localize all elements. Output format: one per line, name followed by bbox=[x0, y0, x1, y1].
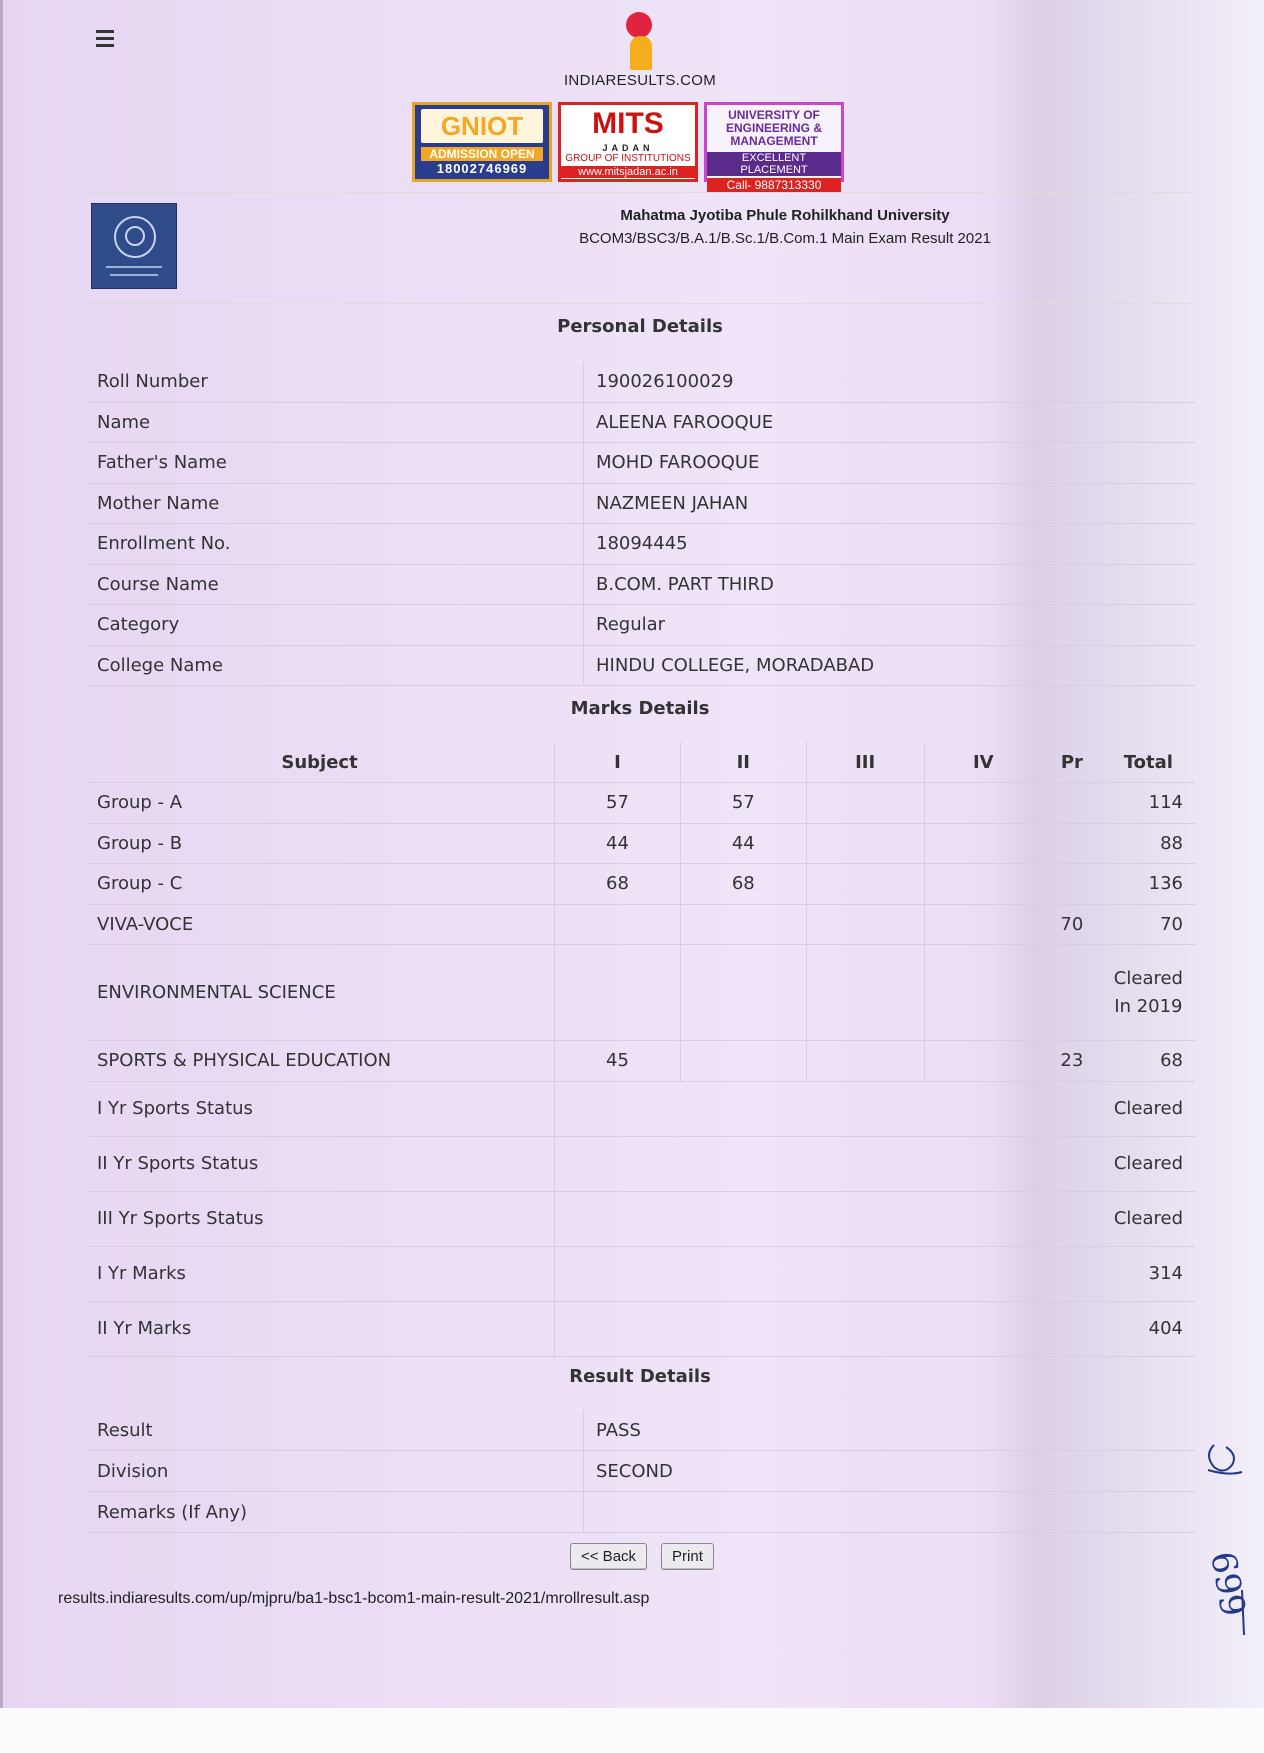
status-value: Cleared bbox=[1102, 1191, 1195, 1246]
status-label: I Yr Marks bbox=[85, 1246, 555, 1301]
status-spacer bbox=[555, 1246, 1102, 1301]
mark-iii bbox=[806, 945, 924, 1041]
status-label: I Yr Sports Status bbox=[85, 1081, 555, 1136]
mark-iii bbox=[806, 904, 924, 945]
exam-title: BCOM3/BSC3/B.A.1/B.Sc.1/B.Com.1 Main Exam Result 2021 bbox=[579, 230, 991, 247]
table-row bbox=[85, 443, 1195, 484]
ad-mits-place: JADAN bbox=[602, 143, 654, 153]
mark-iv bbox=[924, 864, 1042, 905]
table-row bbox=[85, 783, 1195, 824]
mark-iv bbox=[924, 945, 1042, 1041]
category-value: Regular bbox=[584, 605, 1196, 646]
mark-total: Cleared In 2019 bbox=[1102, 945, 1195, 1041]
mark-ii bbox=[680, 904, 806, 945]
table-row bbox=[85, 1136, 1195, 1191]
personal-details-title: Personal Details bbox=[557, 316, 723, 337]
indiaresults-logo[interactable] bbox=[560, 8, 720, 89]
enrollment-value: 18094445 bbox=[584, 524, 1196, 565]
mark-ii: 68 bbox=[680, 864, 806, 905]
mark-iii bbox=[806, 864, 924, 905]
scan-edge bbox=[0, 0, 3, 1708]
table-row bbox=[85, 564, 1195, 605]
status-label: III Yr Sports Status bbox=[85, 1191, 555, 1246]
mother-name-label: Mother Name bbox=[85, 483, 584, 524]
brand-name: INDIARESULTS.COM bbox=[563, 72, 717, 89]
table-row bbox=[85, 945, 1195, 1041]
ad-uem[interactable] bbox=[704, 102, 844, 192]
result-value: PASS bbox=[584, 1410, 1196, 1451]
col-subject: Subject bbox=[85, 742, 555, 783]
category-label: Category bbox=[85, 605, 584, 646]
print-button[interactable]: Print bbox=[661, 1543, 714, 1570]
col-ii: II bbox=[680, 742, 806, 783]
roll-number-value: 190026100029 bbox=[584, 362, 1196, 402]
table-row bbox=[85, 1492, 1195, 1533]
personal-details-table bbox=[85, 362, 1195, 686]
status-spacer bbox=[555, 1081, 1102, 1136]
status-label: II Yr Marks bbox=[85, 1301, 555, 1356]
ad-banner-row bbox=[412, 102, 844, 192]
table-row bbox=[85, 605, 1195, 646]
remarks-value bbox=[584, 1492, 1196, 1533]
subject-cell: Group - B bbox=[85, 823, 555, 864]
table-row bbox=[85, 1081, 1195, 1136]
status-label: II Yr Sports Status bbox=[85, 1136, 555, 1191]
status-spacer bbox=[555, 1191, 1102, 1246]
subject-cell: SPORTS & PHYSICAL EDUCATION bbox=[85, 1041, 555, 1082]
course-name-label: Course Name bbox=[85, 564, 584, 605]
col-total: Total bbox=[1102, 742, 1195, 783]
marks-details-table bbox=[85, 742, 1195, 1357]
subject-cell: ENVIRONMENTAL SCIENCE bbox=[85, 945, 555, 1041]
roll-number-label: Roll Number bbox=[85, 362, 584, 402]
ad-mits-group: GROUP OF INSTITUTIONS bbox=[565, 153, 691, 164]
annotation-number: 699 bbox=[1202, 1548, 1253, 1620]
mark-i: 68 bbox=[555, 864, 681, 905]
father-name-label: Father's Name bbox=[85, 443, 584, 484]
table-row bbox=[85, 864, 1195, 905]
mark-total: 70 bbox=[1102, 904, 1195, 945]
status-value: Cleared bbox=[1102, 1081, 1195, 1136]
university-name: Mahatma Jyotiba Phule Rohilkhand University bbox=[620, 207, 950, 224]
mark-iv bbox=[924, 823, 1042, 864]
mark-i: 57 bbox=[555, 783, 681, 824]
result-label: Result bbox=[85, 1410, 584, 1451]
ad-mits-name: MITS bbox=[592, 107, 664, 140]
status-spacer bbox=[555, 1136, 1102, 1191]
ad-uem-name: UNIVERSITY OF ENGINEERING & MANAGEMENT bbox=[725, 108, 822, 148]
mark-iii bbox=[806, 823, 924, 864]
college-name-label: College Name bbox=[85, 645, 584, 686]
indiaresults-mark-icon bbox=[620, 8, 660, 68]
mark-pr bbox=[1042, 823, 1102, 864]
table-row bbox=[85, 1191, 1195, 1246]
page-url: results.indiaresults.com/up/mjpru/ba1-bsc1-bcom1-main-result-2021/mrollresult.asp bbox=[58, 1590, 650, 1607]
mark-pr bbox=[1042, 945, 1102, 1041]
father-name-value: MOHD FAROOQUE bbox=[584, 443, 1196, 484]
status-value: 314 bbox=[1102, 1246, 1195, 1301]
name-value: ALEENA FAROOQUE bbox=[584, 402, 1196, 443]
ad-mits-url: www.mitsjadan.ac.in bbox=[561, 166, 695, 178]
mark-ii bbox=[680, 1041, 806, 1082]
result-details-title: Result Details bbox=[569, 1366, 711, 1387]
table-row bbox=[85, 823, 1195, 864]
col-iv: IV bbox=[924, 742, 1042, 783]
page-margin bbox=[0, 1708, 1264, 1753]
mark-ii: 57 bbox=[680, 783, 806, 824]
marks-details-title: Marks Details bbox=[570, 698, 710, 719]
mother-name-value: NAZMEEN JAHAN bbox=[584, 483, 1196, 524]
table-row bbox=[85, 1301, 1195, 1356]
mark-pr bbox=[1042, 783, 1102, 824]
mark-i: 44 bbox=[555, 823, 681, 864]
subject-cell: VIVA-VOCE bbox=[85, 904, 555, 945]
university-emblem-icon bbox=[91, 203, 177, 289]
mark-ii bbox=[680, 945, 806, 1041]
mark-pr: 70 bbox=[1042, 904, 1102, 945]
table-row bbox=[85, 904, 1195, 945]
table-row bbox=[85, 1451, 1195, 1492]
mark-iv bbox=[924, 904, 1042, 945]
mark-pr bbox=[1042, 864, 1102, 905]
course-name-value: B.COM. PART THIRD bbox=[584, 564, 1196, 605]
hamburger-menu-icon[interactable] bbox=[96, 30, 114, 51]
university-header bbox=[85, 192, 1195, 304]
ad-gniot-admission: ADMISSION OPEN bbox=[421, 147, 543, 161]
mark-total: 68 bbox=[1102, 1041, 1195, 1082]
mark-i: 45 bbox=[555, 1041, 681, 1082]
mark-total: 136 bbox=[1102, 864, 1195, 905]
ad-gniot[interactable] bbox=[412, 102, 552, 182]
table-row bbox=[85, 1041, 1195, 1082]
mark-i bbox=[555, 904, 681, 945]
table-row bbox=[85, 362, 1195, 402]
ad-mits[interactable] bbox=[558, 102, 698, 182]
table-row bbox=[85, 483, 1195, 524]
handwritten-annotation bbox=[1194, 1420, 1254, 1640]
table-row bbox=[85, 1410, 1195, 1451]
action-buttons bbox=[570, 1543, 714, 1570]
back-button[interactable]: << Back bbox=[570, 1543, 647, 1570]
table-row bbox=[85, 524, 1195, 565]
table-row bbox=[85, 1246, 1195, 1301]
enrollment-label: Enrollment No. bbox=[85, 524, 584, 565]
col-pr: Pr bbox=[1042, 742, 1102, 783]
status-value: Cleared bbox=[1102, 1136, 1195, 1191]
division-value: SECOND bbox=[584, 1451, 1196, 1492]
name-label: Name bbox=[85, 402, 584, 443]
college-name-value: HINDU COLLEGE, MORADABAD bbox=[584, 645, 1196, 686]
subject-cell: Group - C bbox=[85, 864, 555, 905]
mark-total: 114 bbox=[1102, 783, 1195, 824]
table-row bbox=[85, 645, 1195, 686]
mark-ii: 44 bbox=[680, 823, 806, 864]
ad-gniot-name: GNIOT bbox=[421, 109, 543, 143]
ad-gniot-phone: 18002746969 bbox=[436, 161, 528, 176]
status-spacer bbox=[555, 1301, 1102, 1356]
mark-iv bbox=[924, 1041, 1042, 1082]
ad-uem-phone: Call- 9887313330 bbox=[707, 178, 841, 192]
col-iii: III bbox=[806, 742, 924, 783]
table-row bbox=[85, 402, 1195, 443]
mark-iii bbox=[806, 1041, 924, 1082]
mark-iv bbox=[924, 783, 1042, 824]
division-label: Division bbox=[85, 1451, 584, 1492]
mark-pr: 23 bbox=[1042, 1041, 1102, 1082]
col-i: I bbox=[555, 742, 681, 783]
ad-uem-placement: EXCELLENT PLACEMENT bbox=[707, 152, 841, 176]
table-header-row bbox=[85, 742, 1195, 783]
remarks-label: Remarks (If Any) bbox=[85, 1492, 584, 1533]
mark-total: 88 bbox=[1102, 823, 1195, 864]
subject-cell: Group - A bbox=[85, 783, 555, 824]
status-value: 404 bbox=[1102, 1301, 1195, 1356]
mark-iii bbox=[806, 783, 924, 824]
result-details-table bbox=[85, 1410, 1195, 1533]
mark-i bbox=[555, 945, 681, 1041]
